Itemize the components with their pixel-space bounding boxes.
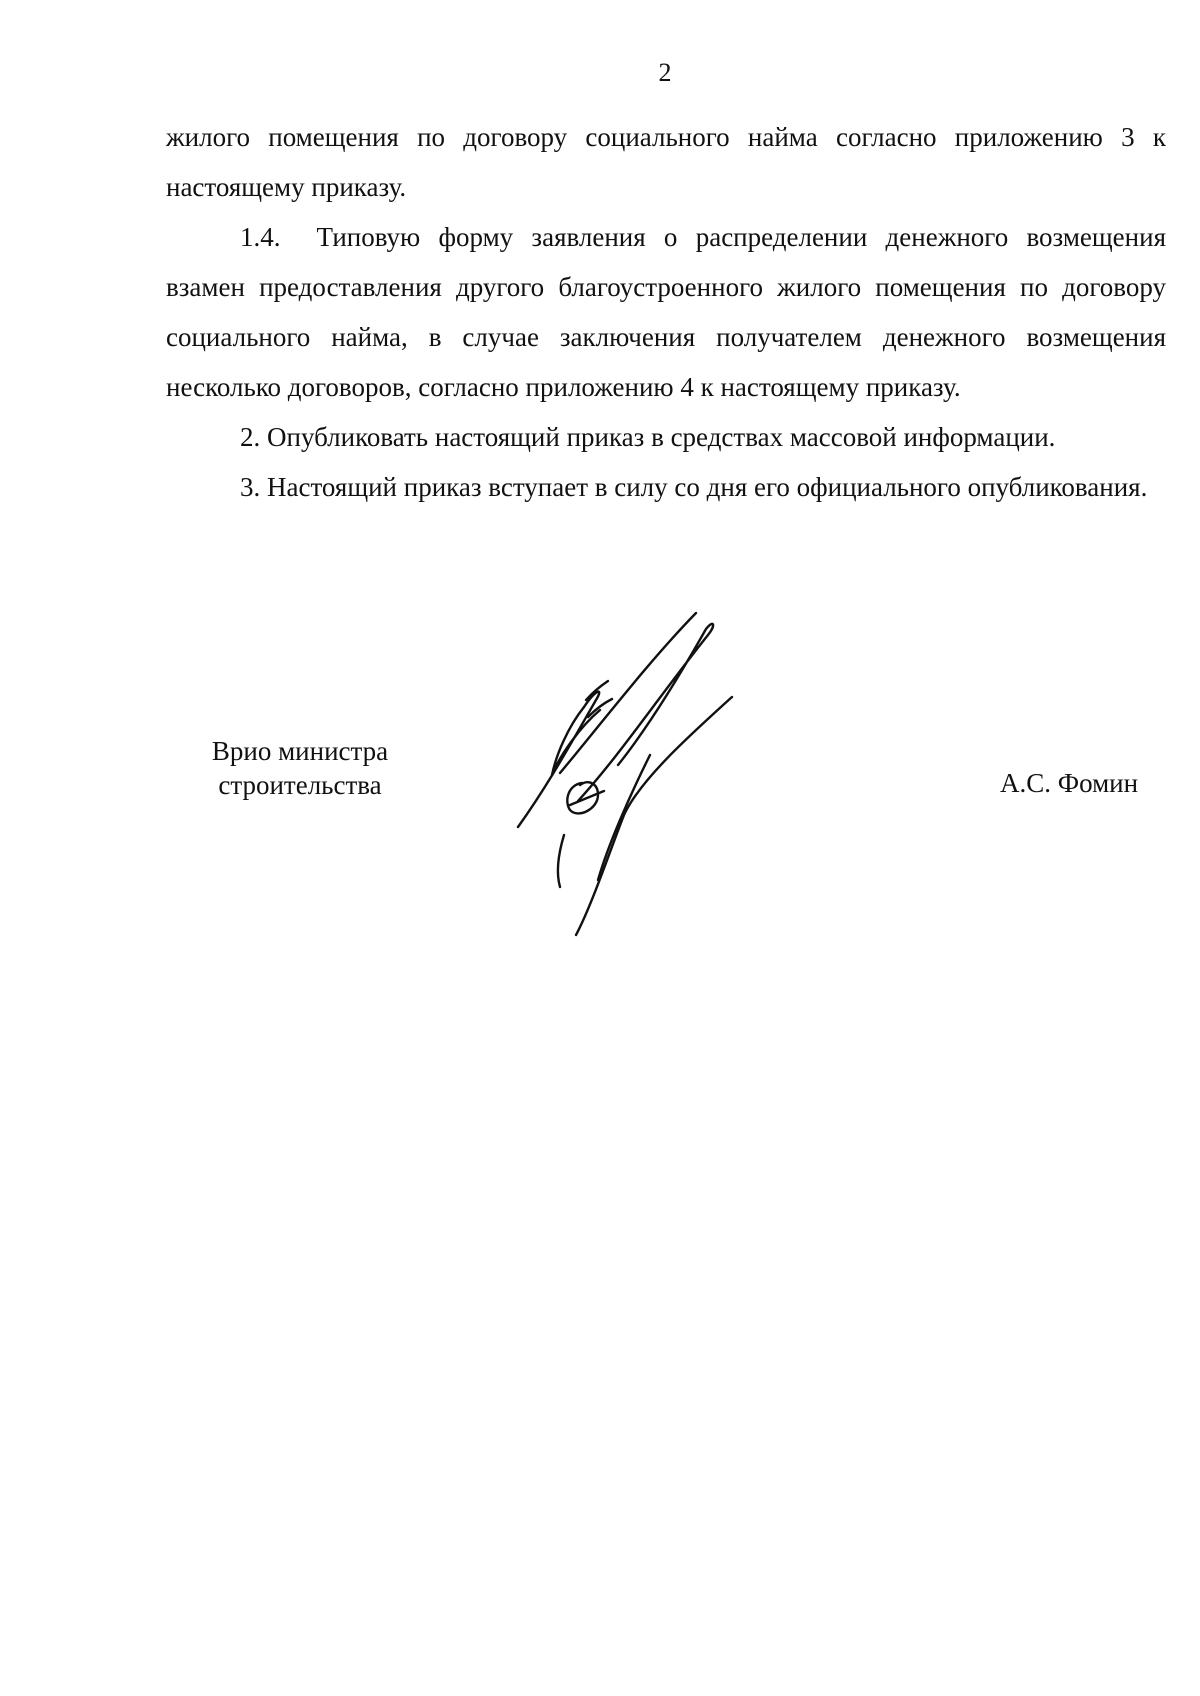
paragraph-continuation: жилого помещения по договору социального найма согласно приложению 3 к настоящему приказу.: [166, 122, 1166, 202]
paragraph-1-4: [166, 212, 1166, 412]
paragraph-3: 3. Настоящий приказ вступает в силу со дня его официального опубликования.: [240, 472, 1148, 502]
handwritten-signature-icon: [500, 605, 780, 945]
document-body: [166, 112, 1166, 512]
paragraph-1-4-text: Типовую форму заявления о распределении денежного возмещения взамен предоставления другого благоустроенного жилого помещения по договору социального найма, в случае заключения получателем денежного возмещения несколько договоров, согласно приложению 4 к настоящему приказу.: [166, 222, 1166, 402]
paragraph-2: 2. Опубликовать настоящий приказ в средствах массовой информации.: [240, 422, 1056, 452]
paragraph-1-4-number: 1.4.: [240, 222, 281, 252]
signer-name: А.С. Фомин: [1000, 768, 1139, 798]
signer-title-line-2: строительства: [218, 770, 382, 800]
signer-title: [190, 734, 410, 802]
page-number: 2: [658, 58, 672, 87]
signer-title-line-1: Врио министра: [211, 736, 389, 766]
